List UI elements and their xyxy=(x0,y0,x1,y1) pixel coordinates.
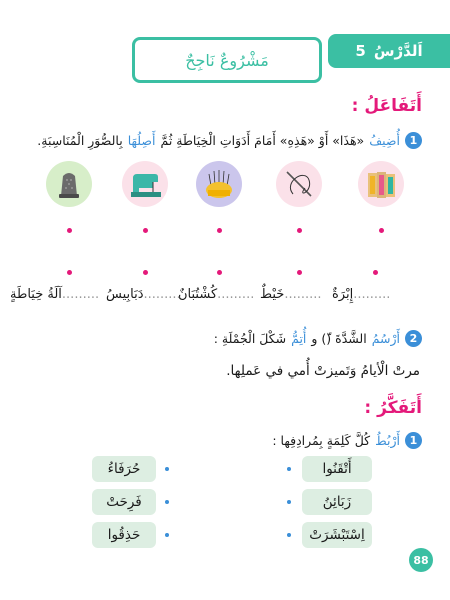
instruction-text: «هَذَا» أَوْ «هَذِهِ» أَمَامَ أَدَوَاتِ الْخِيَاطَةِ ثُمَّ xyxy=(160,133,365,148)
exercise1-instruction xyxy=(37,132,422,149)
word-pill-right: اِسْتَبْشَرَتْ xyxy=(302,522,372,548)
word-pins: .........دَبَابِيسُ xyxy=(106,287,181,302)
word-pill-right: أَتْقَنُوا xyxy=(302,456,372,482)
exercise-number-badge: 1 xyxy=(405,432,422,449)
link-dot-left-3[interactable] xyxy=(165,533,169,537)
instruction-verb-2: أُتِمُّ xyxy=(291,331,307,346)
word-pill-left: حَذِقُوا xyxy=(92,522,156,548)
instruction-text: كُلَّ كَلِمَةٍ بِمُرادِفِها : xyxy=(272,433,371,448)
word-pill-right: زَبَائِنُ xyxy=(302,489,372,515)
link-dot-right-3[interactable] xyxy=(287,533,291,537)
page-number: 88 xyxy=(409,548,433,572)
lesson-number: 5 xyxy=(355,42,366,60)
instruction-verb-2: أَصِلُهَا xyxy=(127,133,156,148)
instruction-verb: أُضِيفُ xyxy=(369,133,400,148)
needle-thread-icon xyxy=(276,161,322,207)
match-dot-word-5[interactable] xyxy=(67,270,72,275)
synonyms-instruction xyxy=(272,432,422,449)
match-dot-word-1[interactable] xyxy=(373,270,378,275)
match-dot-image-1[interactable] xyxy=(379,228,384,233)
lesson-title: مَشْرُوعٌ نَاجِحٌ xyxy=(185,50,269,70)
lesson-tab xyxy=(328,34,450,68)
word-pill-left: فَرِحَتْ xyxy=(92,489,156,515)
thread-spools-icon xyxy=(358,161,404,207)
link-dot-right-1[interactable] xyxy=(287,467,291,471)
thimble-icon xyxy=(46,161,92,207)
match-dot-word-2[interactable] xyxy=(297,270,302,275)
lesson-title-box xyxy=(132,37,322,83)
instruction-verb: أَرْبُطُ xyxy=(375,433,400,448)
link-dot-left-2[interactable] xyxy=(165,500,169,504)
match-dot-word-3[interactable] xyxy=(217,270,222,275)
word-sewing-machine: .........آلَةُ خِيَاطَةٍ xyxy=(10,287,100,302)
sewing-machine-icon xyxy=(122,161,168,207)
word-needle: .........إِبْرَةٌ xyxy=(332,287,391,302)
instruction-text: الشَّدَّةَ (ّ) و xyxy=(311,331,367,346)
section-title-interact: أَتَفَاعَلُ : xyxy=(351,96,422,116)
pincushion-icon xyxy=(196,161,242,207)
word-pill-left: حُرَفَاءُ xyxy=(92,456,156,482)
link-dot-left-1[interactable] xyxy=(165,467,169,471)
exercise-number-badge: 2 xyxy=(405,330,422,347)
match-dot-image-2[interactable] xyxy=(297,228,302,233)
sentence-to-complete: مرتْ الْأيامُ وَتَميزتْ أُمي في عَملِها. xyxy=(226,363,420,379)
exercise2-instruction xyxy=(214,330,422,347)
word-thread: .........خَيْطٌ xyxy=(260,287,322,302)
match-dot-image-3[interactable] xyxy=(217,228,222,233)
match-dot-image-5[interactable] xyxy=(67,228,72,233)
instruction-text-2: بِالصُّوَرِ الْمُنَاسِبَةِ. xyxy=(37,133,123,148)
match-dot-word-4[interactable] xyxy=(143,270,148,275)
word-thimble: .........كُشْتُبَانٌ xyxy=(178,287,255,302)
match-dot-image-4[interactable] xyxy=(143,228,148,233)
instruction-verb: أَرْسُمُ xyxy=(371,331,400,346)
section-title-reflect: أَتَفَكَّرُ : xyxy=(364,398,422,418)
exercise-number-badge: 1 xyxy=(405,132,422,149)
instruction-text-2: شَكْلَ الْجُمْلَةِ : xyxy=(213,331,287,346)
link-dot-right-2[interactable] xyxy=(287,500,291,504)
lesson-label: اَلدَّرْسُ xyxy=(373,42,423,60)
